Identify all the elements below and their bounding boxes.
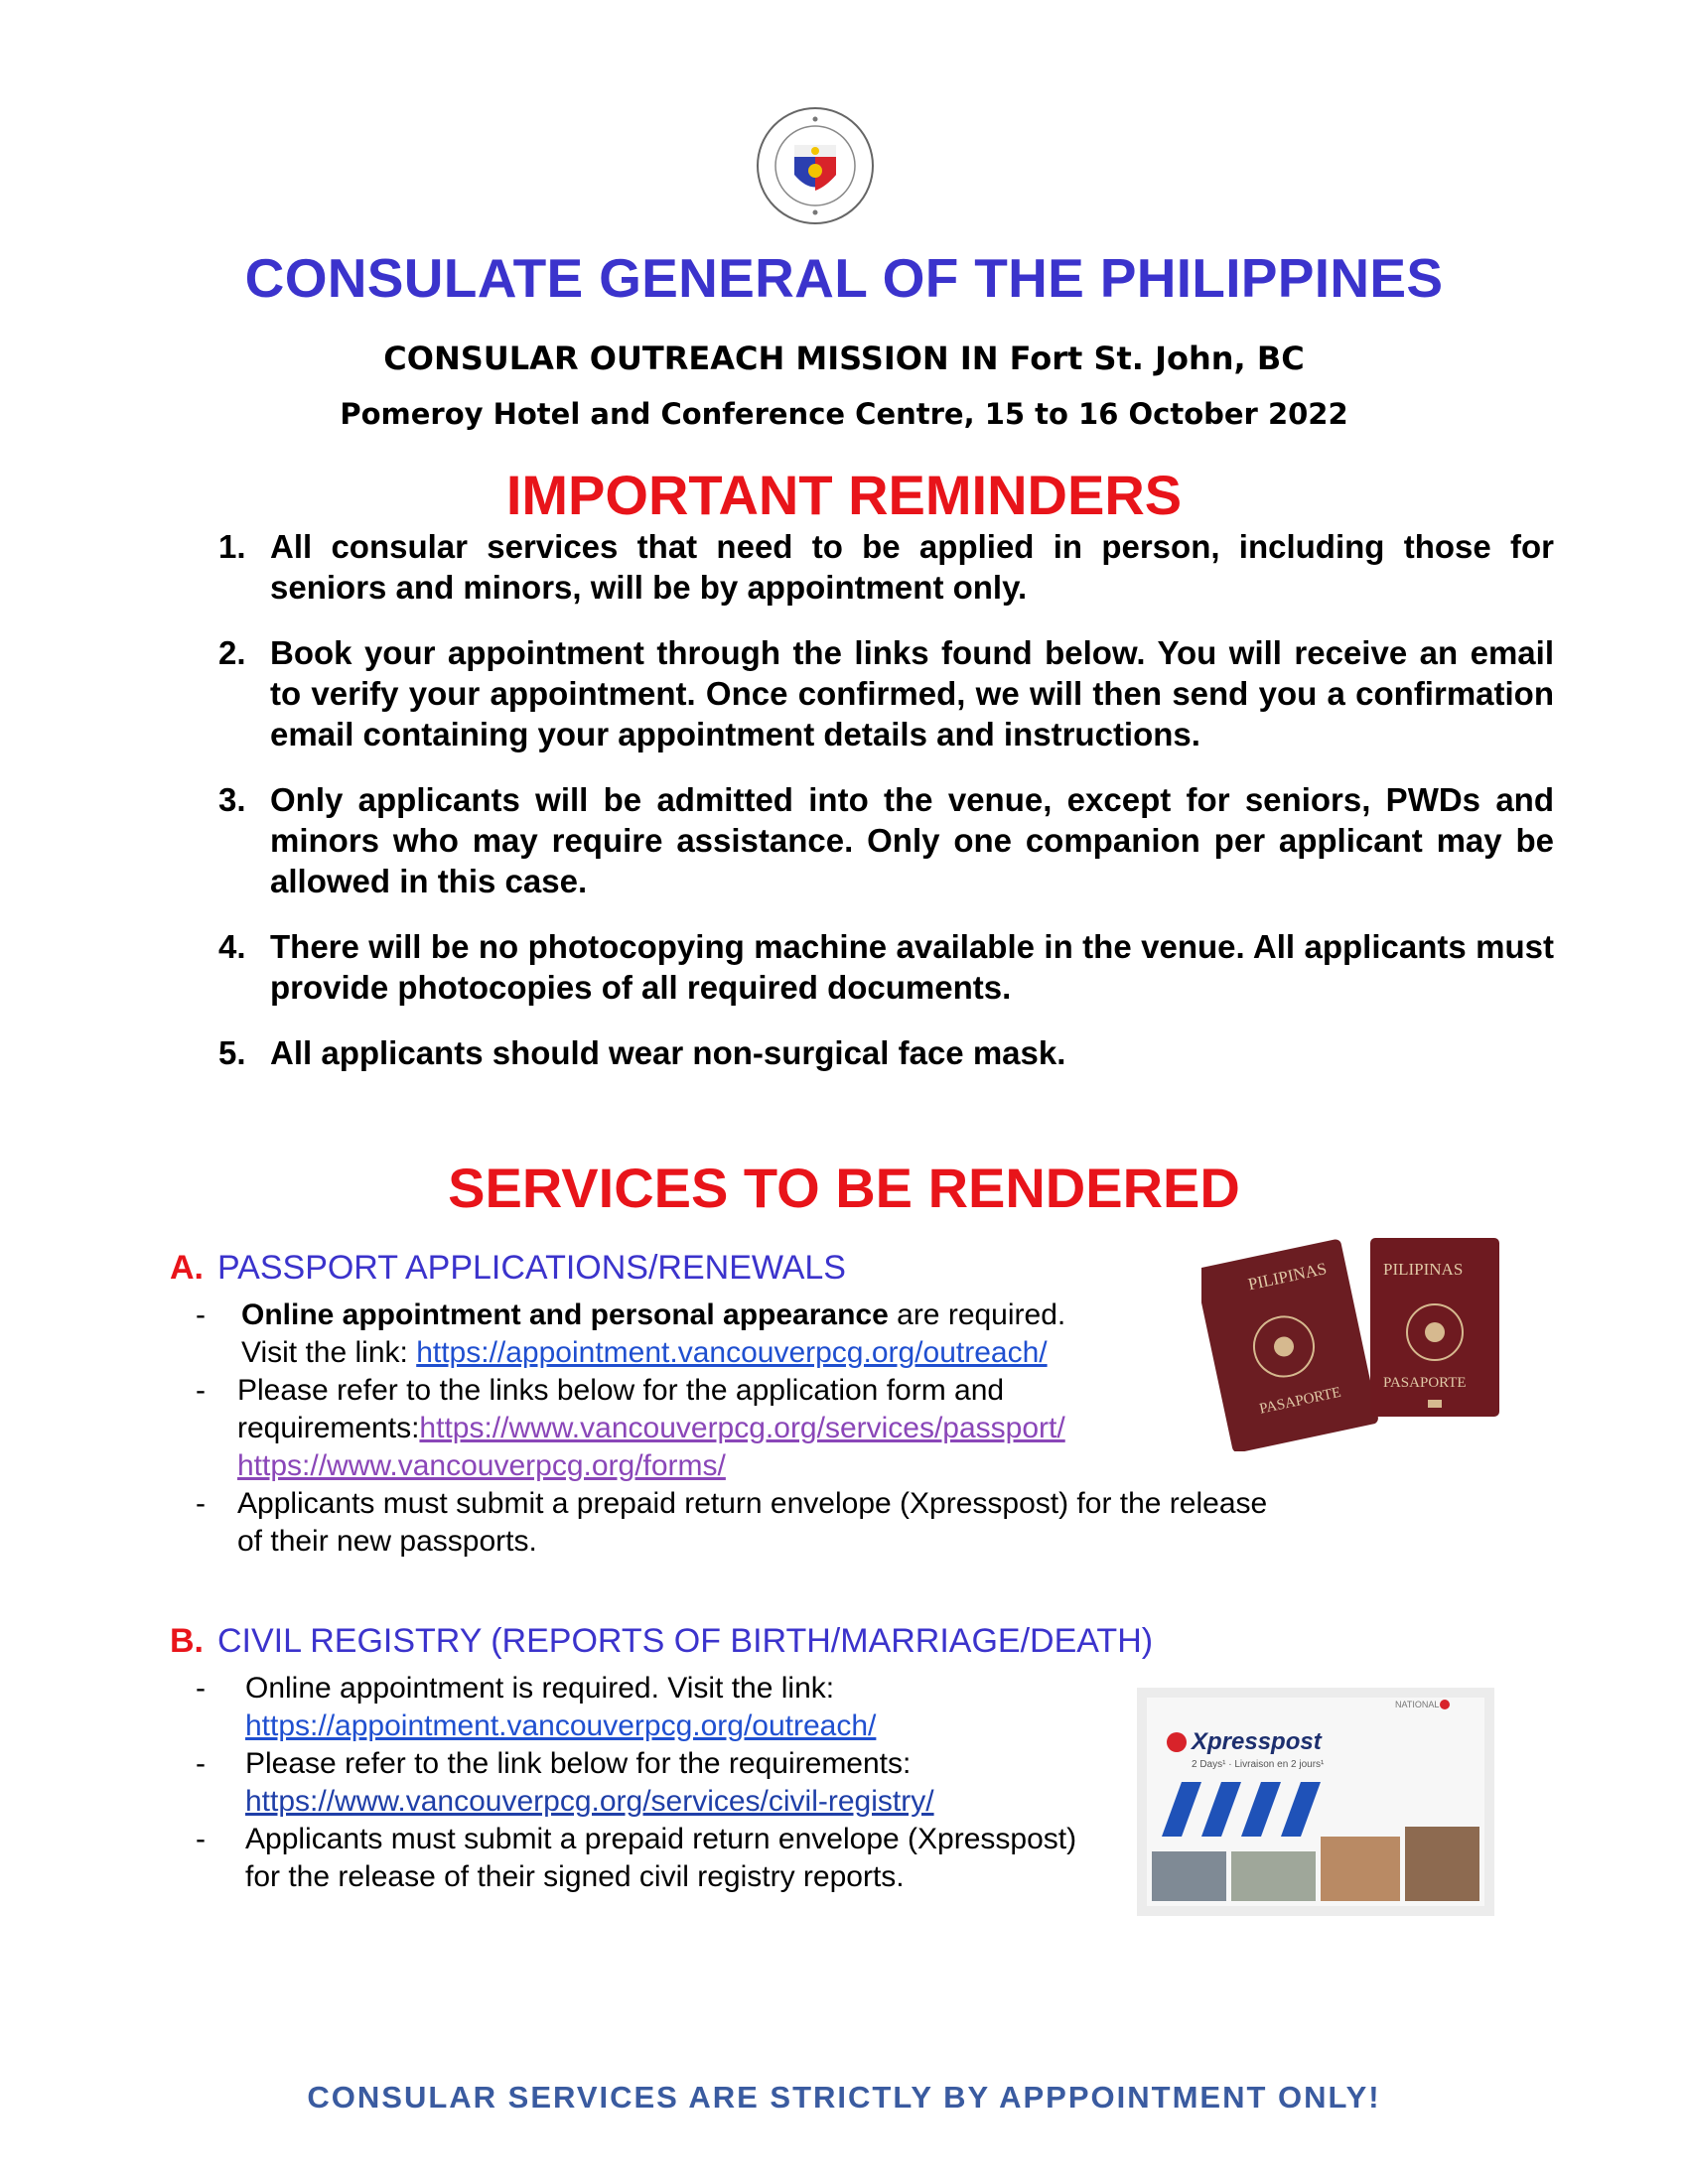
svg-text:PASAPORTE: PASAPORTE: [1383, 1375, 1467, 1391]
venue-date-subtitle: Pomeroy Hotel and Conference Centre, 15 to 16 October 2022: [340, 397, 1348, 431]
list-item: - Online appointment and personal appearance are required. Visit the link: https://appointment.vancouverpcg.org/outreach/: [196, 1298, 1066, 1369]
reminder-item: 3. Only applicants will be admitted into the venue, except for seniors, PWDs and minors who may require assistance. Only one companion per applicant may be allowed in this case.: [218, 781, 1554, 899]
reminder-item: 4. There will be no photocopying machine available in the venue. All applicants must provide photocopies of all required documents.: [218, 928, 1554, 1006]
reminder-item: 5. All applicants should wear non-surgical face mask.: [218, 1034, 1066, 1071]
passport-requirements-link[interactable]: https://www.vancouverpcg.org/services/passport/: [419, 1412, 1065, 1444]
passport-image: [1201, 1223, 1509, 1451]
outreach-mission-subtitle: CONSULAR OUTREACH MISSION IN Fort St. John, BC: [383, 340, 1305, 377]
svg-text:PILIPINAS: PILIPINAS: [1246, 1259, 1329, 1295]
consulate-seal-logo: [755, 105, 876, 226]
list-item: - Please refer to the link below for the requirements: https://www.vancouverpcg.org/services/civil-registry/: [196, 1747, 934, 1818]
list-item: - Please refer to the links below for the application form and requirements:https://www.vancouverpcg.org/services/passport/ https://www.vancouverpcg.org/forms/: [196, 1374, 1065, 1482]
svg-text:PILIPINAS: PILIPINAS: [1383, 1260, 1464, 1279]
services-heading: SERVICES TO BE RENDERED: [448, 1157, 1240, 1219]
appointment-link[interactable]: https://appointment.vancouverpcg.org/outreach/: [245, 1709, 877, 1742]
svg-text:PASAPORTE: PASAPORTE: [1257, 1384, 1343, 1418]
civil-registry-link[interactable]: https://www.vancouverpcg.org/services/civil-registry/: [245, 1785, 934, 1818]
forms-link[interactable]: https://www.vancouverpcg.org/forms/: [237, 1449, 726, 1482]
passport-bullets: [196, 1297, 1274, 1561]
appointment-only-footer: CONSULAR SERVICES ARE STRICTLY BY APPPOINTMENT ONLY!: [307, 2080, 1381, 2115]
reminder-item: 2. Book your appointment through the links found below. You will receive an email to verify your appointment. Once confirmed, we will then send you a confirmation email containing your appointment details and instructions.: [218, 634, 1554, 752]
svg-text:2 Days¹ · Livraison en 2 jours: 2 Days¹ · Livraison en 2 jours¹: [1192, 1759, 1325, 1770]
civil-registry-section-heading: B. CIVIL REGISTRY (REPORTS OF BIRTH/MARRIAGE/DEATH): [170, 1622, 1154, 1660]
svg-text:NATIONAL: NATIONAL: [1395, 1700, 1440, 1709]
list-item: - Applicants must submit a prepaid return envelope (Xpresspost) for the release of their new passports.: [196, 1487, 1268, 1558]
passport-section-heading: A. PASSPORT APPLICATIONS/RENEWALS: [170, 1249, 846, 1287]
reminder-item: 1. All consular services that need to be applied in person, including those for seniors and minors, will be by appointment only.: [218, 528, 1554, 606]
reminders-list: [218, 526, 1554, 1098]
list-item: - Applicants must submit a prepaid return envelope (Xpresspost) for the release of their signed civil registry reports.: [196, 1823, 1077, 1893]
civil-registry-bullets: [196, 1670, 1119, 1896]
xpresspost-envelope-image: [1137, 1688, 1494, 1916]
svg-text:Xpresspost: Xpresspost: [1192, 1728, 1322, 1755]
appointment-link[interactable]: https://appointment.vancouverpcg.org/outreach/: [416, 1336, 1048, 1369]
list-item: - Online appointment is required. Visit the link: https://appointment.vancouverpcg.org/outreach/: [196, 1672, 877, 1742]
important-reminders-heading: IMPORTANT REMINDERS: [505, 464, 1183, 526]
page-title: CONSULATE GENERAL OF THE PHILIPPINES: [244, 247, 1444, 309]
